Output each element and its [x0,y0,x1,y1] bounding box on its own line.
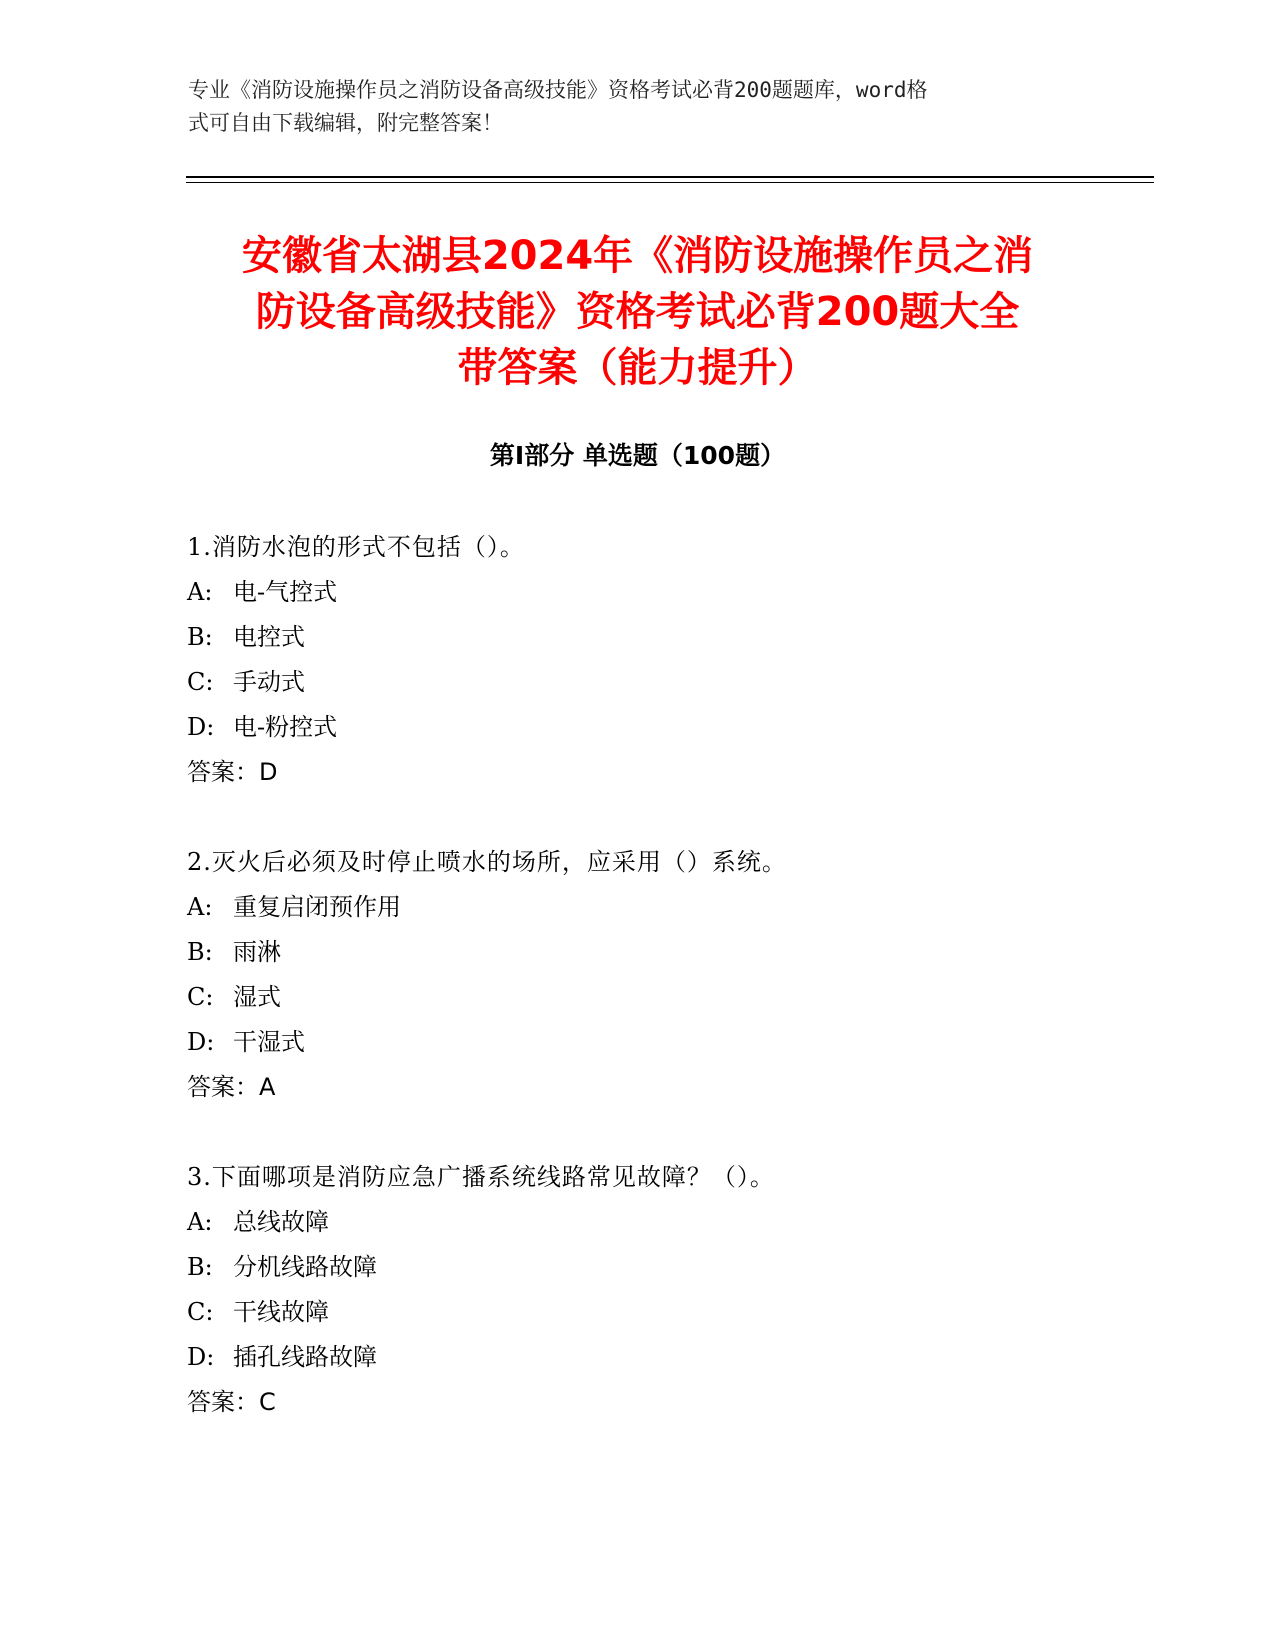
option-letter: C: [187,983,214,1011]
option-a [187,1200,1147,1245]
option-letter: A: [187,1208,213,1236]
option-text: 手动式 [233,668,305,696]
header-divider-thick [186,176,1154,178]
option-c [187,1290,1147,1335]
header-divider-thin [186,182,1154,183]
option-letter: C: [187,668,214,696]
option-text: 总线故障 [233,1208,329,1236]
option-letter: A: [187,893,213,921]
option-letter: B: [187,623,213,651]
option-letter: A: [187,578,213,606]
question-stem: 3.下面哪项是消防应急广播系统线路常见故障？（）。 [187,1163,775,1191]
option-a [187,885,1147,930]
option-letter: B: [187,1253,213,1281]
document-title-line-2: 防设备高级技能》资格考试必背200题大全 [255,289,1020,335]
question-list [187,525,1147,1470]
document-title [150,228,1125,396]
option-text: 干线故障 [233,1298,329,1326]
option-letter: B: [187,938,213,966]
option-text: 电控式 [233,623,305,651]
option-d [187,1020,1147,1065]
document-title-line-3: 带答案（能力提升） [457,345,818,391]
answer: 答案：A [187,1073,276,1101]
option-text: 湿式 [233,983,281,1011]
option-c [187,975,1147,1020]
header-note-line-2: 式可自由下载编辑，附完整答案！ [188,111,503,135]
option-text: 雨淋 [233,938,281,966]
option-text: 分机线路故障 [233,1253,377,1281]
header-note-line-1: 专业《消防设施操作员之消防设备高级技能》资格考试必背200题题库，word格 [188,78,928,102]
section-heading: 第Ⅰ部分 单选题（100题） [489,441,786,470]
option-letter: D: [187,1343,215,1371]
option-text: 重复启闭预作用 [233,893,401,921]
document-title-line-1: 安徽省太湖县2024年《消防设施操作员之消 [241,233,1034,279]
option-d [187,705,1147,750]
question-1 [187,525,1147,795]
question-stem: 2.灭火后必须及时停止喷水的场所，应采用（）系统。 [187,848,787,876]
option-b [187,930,1147,975]
option-d [187,1335,1147,1380]
question-3 [187,1155,1147,1425]
option-c [187,660,1147,705]
option-text: 电-气控式 [233,578,338,606]
option-letter: C: [187,1298,214,1326]
option-letter: D: [187,713,215,741]
option-letter: D: [187,1028,215,1056]
option-b [187,1245,1147,1290]
option-text: 电-粉控式 [233,713,338,741]
option-a [187,570,1147,615]
option-text: 干湿式 [233,1028,305,1056]
question-stem: 1.消防水泡的形式不包括（）。 [187,533,525,561]
question-2 [187,840,1147,1110]
header-note [188,74,1068,140]
answer: 答案：C [187,1388,276,1416]
option-text: 插孔线路故障 [233,1343,377,1371]
answer: 答案：D [187,758,278,786]
option-b [187,615,1147,660]
